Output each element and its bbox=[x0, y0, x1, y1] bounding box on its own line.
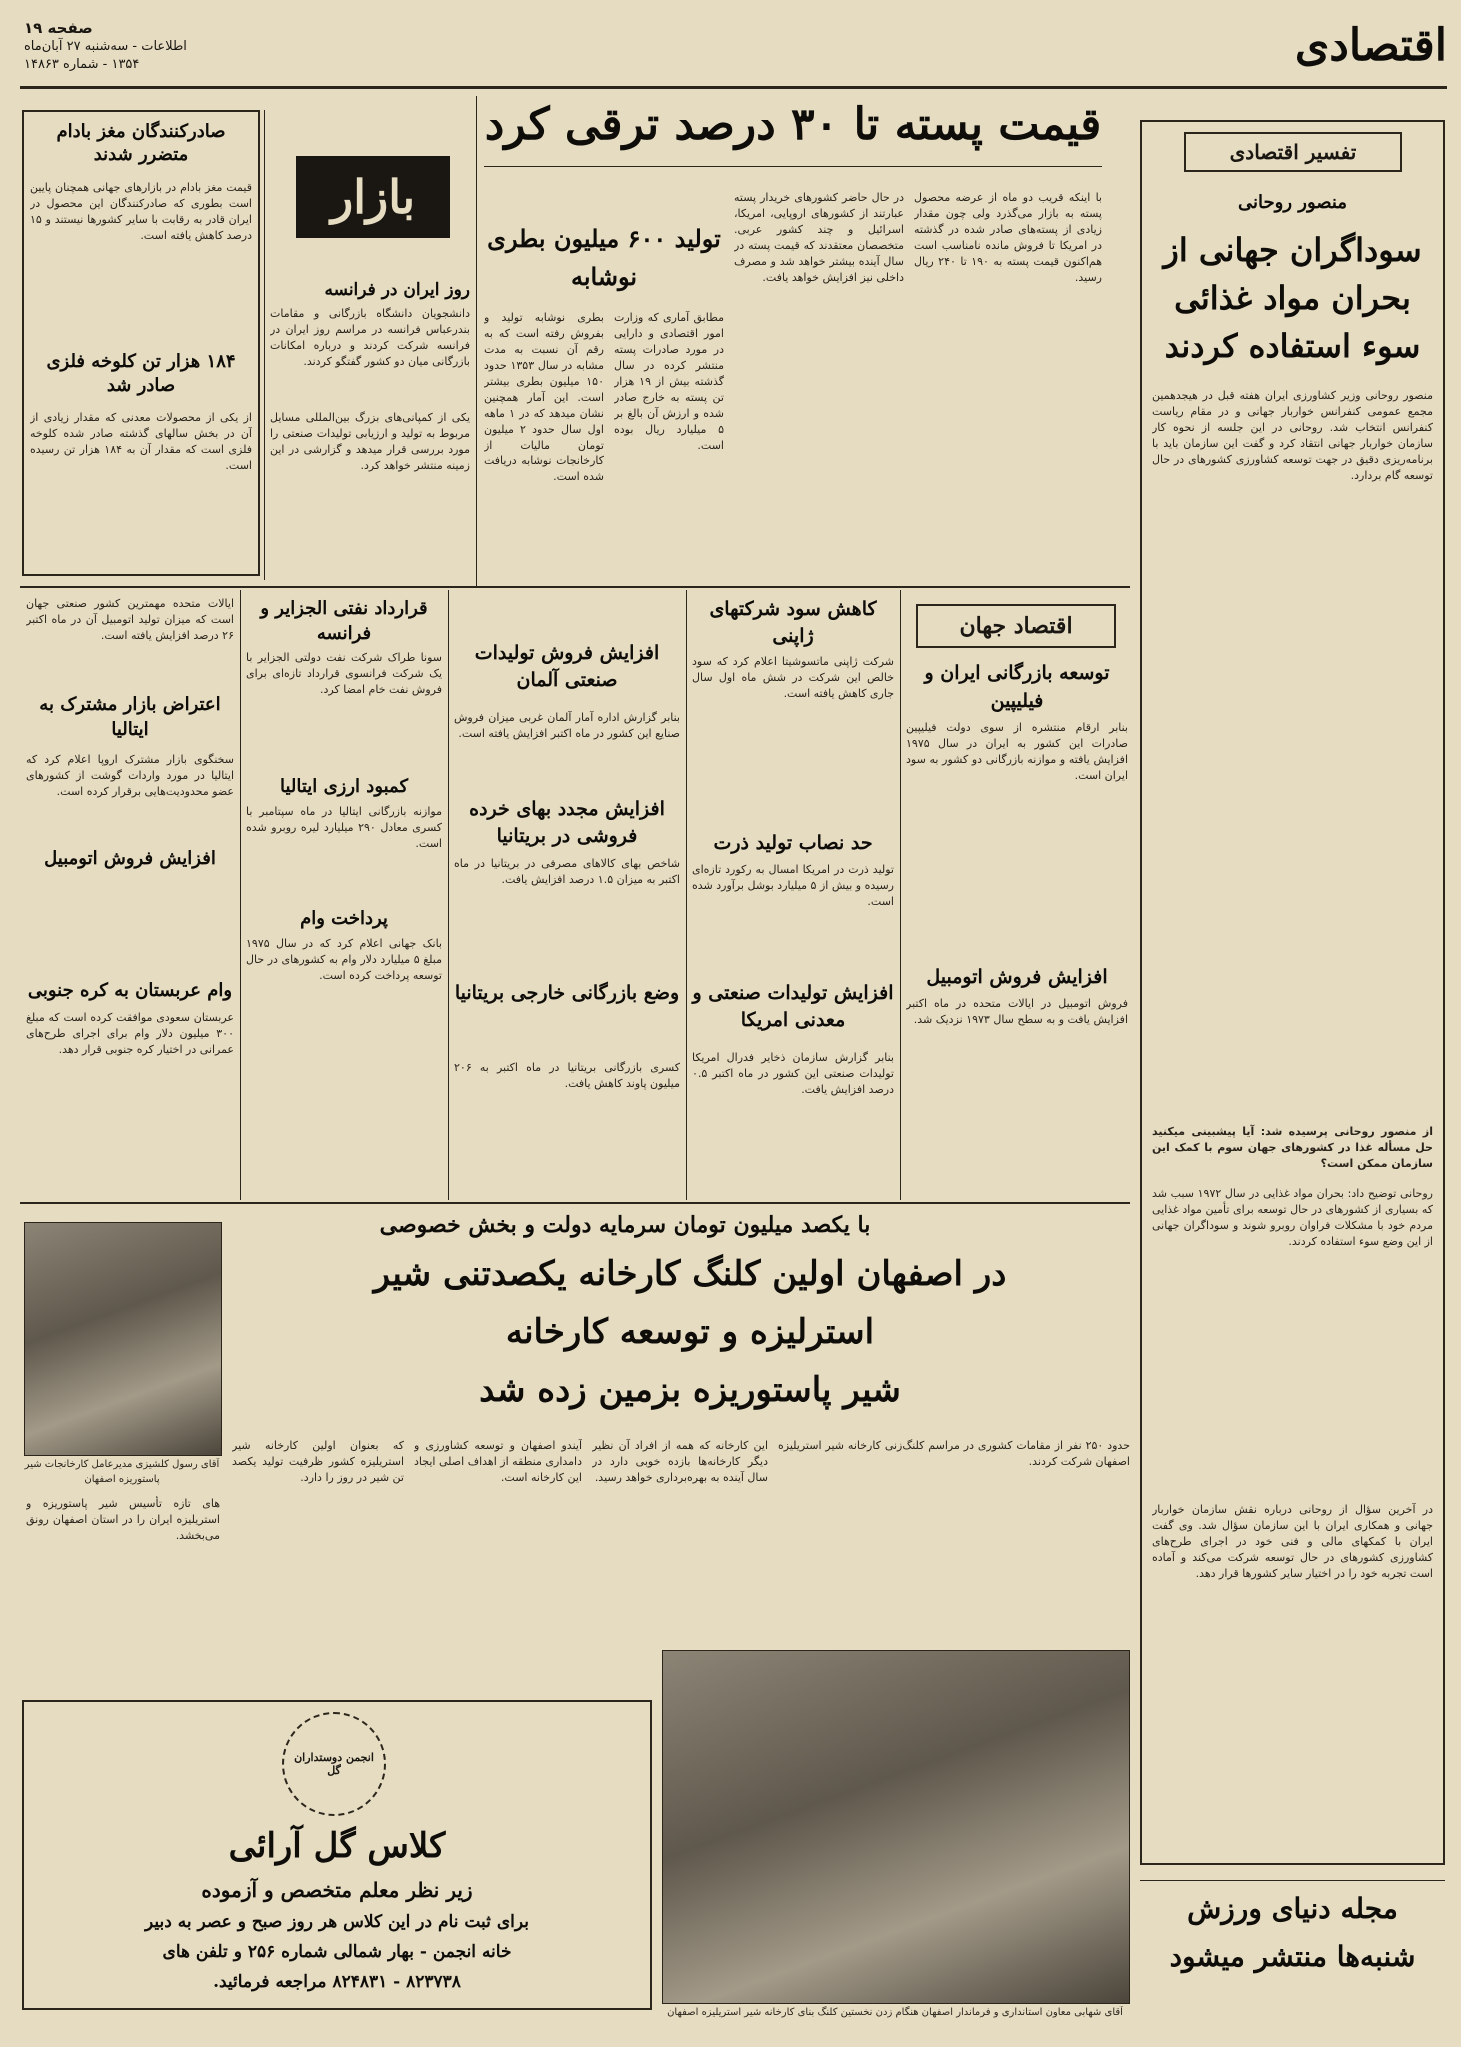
world-col3-body: بنابر گزارش اداره آمار آلمان غربی میزان فروش صنایع این کشور در ماه اکتبر افزایش یافته است. bbox=[454, 711, 680, 740]
sports-title: مجله دنیای ورزش bbox=[1187, 1892, 1398, 1925]
world-col5-title: توسعه بازرگانی ایران و فیلیپین bbox=[924, 662, 1110, 712]
factory-headline-2: استرلیزه و توسعه کارخانه bbox=[505, 1312, 875, 1352]
col-rule-2 bbox=[264, 110, 265, 580]
factory-headline-3: شیر پاستوریزه بزمین زده شد bbox=[479, 1370, 901, 1410]
bottles-headline: تولید ۶۰۰ میلیون بطری نوشابه bbox=[487, 224, 721, 292]
ceremony-caption: آقای شهابی معاون استانداری و فرماندار اصفهان هنگام زدن نخستین کلنگ بنای کارخانه شیر استریلیزه اصفهان bbox=[667, 2007, 1123, 2018]
world-bottom-rule bbox=[20, 1202, 1130, 1204]
factory-body-5: های تازه تأسیس شیر پاستوریزه و استریلیزه ایران را در استان اصفهان رونق می‌بخشد. bbox=[26, 1497, 220, 1542]
world-col5b-body: فروش اتومبیل در ایالات متحده در ماه اکتبر افزایش یافت و به سطح سال ۱۹۷۳ نزدیک شد. bbox=[906, 997, 1128, 1026]
pistachio-headline: قیمت پسته تا ۳۰ درصد ترقی کرد bbox=[484, 99, 1102, 150]
world-col4b-body: تولید ذرت در امریکا امسال به رکورد تازه‌ای رسیده و بیش از ۵ میلیارد بوشل برآورد شده است. bbox=[692, 863, 894, 908]
world-col4-body: شرکت ژاپنی ماتسوشیتا اعلام کرد که سود خالص این شرکت در شش ماه اول سال جاری کاهش یافته است. bbox=[692, 655, 894, 700]
world-col1-title: افزایش فروش اتومبیل bbox=[44, 848, 216, 869]
world-rule-d bbox=[900, 590, 901, 1200]
world-col2-body: سونا طراک شرکت نفت دولتی الجزایر با یک شرکت فرانسوی قرارداد تازه‌ای برای فروش نفت خام امضا کرد. bbox=[246, 651, 442, 696]
ore-title: ۱۸۴ هزار تن کلوخه فلزی صادر شد bbox=[46, 351, 236, 397]
world-col1b-title: اعتراض بازار مشترک به ایتالیا bbox=[39, 694, 221, 741]
almond-body: قیمت مغز بادام در بازارهای جهانی همچنان پایین است بطوری که صادرکنندگان این محصول در ایران قادر به رقابت با سایر کشورها نیستند و ۱۵ درصد کاهش یافته است. bbox=[30, 181, 252, 242]
world-col3c-title: وضع بازرگانی خارجی بریتانیا bbox=[454, 982, 680, 1004]
world-col4-title: کاهش سود شرکتهای ژاپنی bbox=[709, 598, 877, 647]
world-col1b-body: سخنگوی بازار مشترک اروپا اعلام کرد که ایتالیا در مورد واردات گوشت از کشورهای عضو محدودیت‌هایی برقرار کرده است. bbox=[26, 753, 234, 798]
world-economy-badge: اقتصاد جهان bbox=[916, 604, 1116, 648]
commentary-title: سوداگران جهانی از بحران مواد غذائی سوء استفاده کردند bbox=[1163, 231, 1422, 365]
commentary-question: از منصور روحانی پرسیده شد: آیا پیشبینی میکنید حل مسأله غذا در کشورهای جهان سوم با کمک این سازمان ممکن است؟ bbox=[1152, 1125, 1433, 1170]
sports-subtitle: شنبه‌ها منتشر میشود bbox=[1169, 1940, 1416, 1973]
world-rule-a bbox=[240, 590, 241, 1200]
world-col2c-title: پرداخت وام bbox=[300, 908, 388, 929]
world-col1c-title: وام عربستان به کره جنوبی bbox=[27, 980, 233, 1001]
date-line: اطلاعات - سه‌شنبه ۲۷ آبان‌ماه bbox=[24, 39, 187, 55]
world-rule-c bbox=[686, 590, 687, 1200]
world-col3b-body: شاخص بهای کالاهای مصرفی در بریتانیا در ماه اکتبر به میزان ۱.۵ درصد افزایش یافت. bbox=[454, 857, 680, 886]
portrait-photo bbox=[24, 1222, 222, 1456]
flower-ad-line2: خانه انجمن - بهار شمالی شماره ۲۵۶ و تلفن های bbox=[162, 1942, 512, 1962]
bottles-body: بطری نوشابه تولید و بفروش رفته است که به رقم آن نسبت به مدت مشابه در سال ۱۳۵۳ حدود ۱۵۰ میلیون بطری بیشتر است. این آمار همچنین نشان میدهد که در ۱ ماهه اول سال حدود ۲ میلیون تومان مالیات از کارخانجات نوشابه دریافت شده است. bbox=[484, 311, 604, 484]
commentary-body-2: روحانی توضیح داد: بحران مواد غذایی در سال ۱۹۷۲ سبب شد که بسیاری از کشورهای در حال توسعه برای تأمین مواد غذایی مردم خود با مشکلات فراوان روبرو شوند و سوداگران جهانی از این وضع سوء استفاده کردند. bbox=[1152, 1187, 1433, 1248]
flower-ad-title: کلاس گل آرائی bbox=[228, 1826, 446, 1866]
world-col1-auto-body bbox=[26, 876, 234, 976]
bazaar-banner: بازار bbox=[296, 156, 450, 238]
factory-body-3: آیندو اصفهان و توسعه کشاورزی و دامداری منطقه از اهداف اصلی ایجاد این کارخانه است. bbox=[414, 1439, 582, 1484]
world-col5-body: بنابر ارقام منتشره از سوی دولت فیلیپین صادرات این کشور به ایران در سال ۱۹۷۵ افزایش یافته و موازنه بازرگانی دو کشور به سود ایران است. bbox=[906, 721, 1128, 782]
world-rule-b bbox=[448, 590, 449, 1200]
commentary-body-1: منصور روحانی وزیر کشاورزی ایران هفته قبل در هیجدهمین مجمع عمومی کنفرانس خواربار جهانی و در مقام ریاست کنفرانس انتخاب شد. روحانی در این جلسه از نحوه کار سازمان خواربار جهانی انتقاد کرد و گفت این سازمان باید با برنامه‌ریزی دقیق در جهت توسعه کشاورزی کشورهای در حال توسعه گام بردارد. bbox=[1152, 389, 1433, 482]
flower-emblem bbox=[282, 1712, 386, 1816]
headline-rule bbox=[484, 166, 1102, 167]
world-col2b-body: موازنه بازرگانی ایتالیا در ماه سپتامبر با کسری معادل ۲۹۰ میلیارد لیره روبرو شده است. bbox=[246, 805, 442, 850]
col-rule-1 bbox=[476, 96, 477, 586]
bazaar-sub1-body: دانشجویان دانشگاه بازرگانی و مقامات بندرعباس‌ فرانسه در مراسم روز ایران در فرانسه شرکت کردند و درباره امکانات بازرگانی میان دو کشور گفتگو کردند. bbox=[270, 307, 470, 368]
world-col3c-body: کسری بازرگانی بریتانیا در ماه اکتبر به ۲۰۶ میلیون پاوند کاهش یافت. bbox=[454, 1061, 680, 1090]
world-col3-title: افزایش فروش تولیدات صنعتی آلمان bbox=[474, 642, 660, 691]
world-col2-title: قرارداد نفتی الجزایر و فرانسه bbox=[260, 598, 428, 645]
factory-body-4: که بعنوان اولین کارخانه شیر استریلیزه کشور ظرفیت تولید یکصد تن شیر در روز را دارد. bbox=[232, 1439, 404, 1484]
bazaar-sub2-body: یکی از کمپانی‌های بزرگ بین‌المللی مسایل مربوط به تولید و ارزیابی تولیدات صنعتی را مورد بررسی قرار میدهد و گزارشی در این زمینه منتشر خواهد کرد. bbox=[270, 411, 470, 472]
factory-body-1: حدود ۲۵۰ نفر از مقامات کشوری در مراسم کلنگ‌زنی کارخانه شیر استریلیزه اصفهان شرکت کردند. bbox=[778, 1439, 1130, 1468]
sports-rule bbox=[1140, 1880, 1445, 1881]
commentary-body-3: در آخرین سؤال از روحانی درباره نقش سازمان خواربار جهانی و همکاری ایران با این سازمان سؤال شد. وی گفت ایران با کمکهای مالی و فنی خود در اجرای طرح‌های کشاورزی کشورهای در حال توسعه شرکت می‌کند و آماده است تجربه خود را در اختیار سایر کشورها قرار دهد. bbox=[1152, 1503, 1433, 1580]
almond-title: صادرکنندگان مغز بادام متضرر شدند bbox=[56, 121, 226, 166]
ceremony-photo bbox=[662, 1650, 1130, 2004]
world-col2c-body: بانک جهانی اعلام کرد که در سال ۱۹۷۵ مبلغ ۵ میلیارد دلار وام به کشورهای در حال توسعه پرداخت کرده است. bbox=[246, 937, 442, 982]
world-col4c-title: افزایش تولیدات صنعتی و معدنی امریکا bbox=[692, 982, 894, 1031]
flower-emblem-text: انجمن دوستداران گل bbox=[294, 1751, 374, 1777]
issue-line: ۱۳۵۴ - شماره ۱۴۸۶۳ bbox=[24, 56, 140, 72]
world-top-rule bbox=[20, 586, 1130, 588]
section-title: اقتصادی bbox=[1294, 20, 1447, 71]
commentary-badge: تفسیر اقتصادی bbox=[1184, 132, 1402, 172]
pistachio-body-right: با اینکه قریب دو ماه از عرضه محصول پسته به بازار می‌گذرد ولی چون مقدار زیادی از پسته‌های صادر شده در گذشته در امریکا تا فروش مانده نامناسب است هم‌اکنون قیمت پسته به ۱۹۰ تا ۲۴۰ ریال رسید. bbox=[914, 191, 1102, 284]
world-col4c-body: بنابر گزارش سازمان ذخایر فدرال امریکا تولیدات صنعتی این کشور در ماه اکتبر ۰.۵ درصد افزایش یافت. bbox=[692, 1051, 894, 1096]
pistachio-body-mid: در حال حاضر کشورهای خریدار پسته عبارتند از کشورهای اروپایی، امریکا، اسرائیل و چند کشور عربی. متخصصان معتقدند که قیمت پسته در سال آینده بیشتر خواهد شد و مصرف داخلی نیز افزایش خواهد یافت. bbox=[734, 191, 904, 284]
page-info bbox=[24, 18, 224, 73]
world-col5b-title: افزایش فروش اتومبیل bbox=[926, 966, 1108, 988]
world-col3b-title: افزایش مجدد بهای خرده فروشی در بریتانیا bbox=[469, 798, 665, 847]
pistachio-body-left: مطابق آماری که وزارت امور اقتصادی و دارایی در مورد صادرات پسته منتشر کرده در سال گذشته بیش از ۱۹ هزار تن پسته به خارج صادر شده و ارزش آن بالغ بر ۵ میلیارد ریال بوده است. bbox=[614, 311, 724, 452]
ore-body: از یکی از محصولات معدنی که مقدار زیادی از آن در بخش سالهای گذشته صادر شده کلوخه فلزی است که مقدار آن به ۱۸۴ هزار تن رسیده است. bbox=[30, 411, 252, 472]
flower-ad-subtitle: زیر نظر معلم متخصص و آزموده bbox=[201, 1878, 473, 1902]
page-number: صفحه ۱۹ bbox=[24, 19, 93, 37]
world-col4b-title: حد نصاب تولید ذرت bbox=[713, 832, 873, 854]
world-col1-body: ایالات متحده مهمترین کشور صنعتی جهان است که میزان تولید اتومبیل آن در ماه اکتبر ۲۶ درصد افزایش یافته است. bbox=[26, 597, 234, 642]
bazaar-sub1-title: روز ایران در فرانسه bbox=[324, 280, 470, 300]
factory-body-2: این کارخانه که همه از افراد آن نظیر دیگر کارخانه‌ها بازده خوبی دارد در سال آینده به بهره‌برداری خواهد رسید. bbox=[592, 1439, 768, 1484]
world-col2b-title: کمبود ارزی ایتالیا bbox=[279, 776, 409, 797]
factory-headline-1: در اصفهان اولین کلنگ کارخانه یکصدتنی شیر bbox=[373, 1254, 1007, 1294]
flower-ad-line1: برای ثبت نام در این کلاس هر روز صبح و عصر به دبیر bbox=[145, 1912, 529, 1932]
masthead-rule bbox=[20, 86, 1447, 89]
factory-kicker: با یکصد میلیون تومان سرمایه دولت و بخش خصوصی bbox=[379, 1212, 871, 1238]
flower-ad-line3: ۸۲۳۷۳۸ - ۸۲۴۸۳۱ مراجعه فرمائید. bbox=[213, 1972, 461, 1992]
world-col1c-body: عربستان سعودی موافقت کرده است که مبلغ ۳۰۰ میلیون دلار وام برای اجرای طرح‌های عمرانی در اختیار کره جنوبی قرار دهد. bbox=[26, 1011, 234, 1056]
commentary-author: منصور روحانی bbox=[1238, 192, 1347, 213]
portrait-caption: آقای رسول کلشیزی مدیرعامل کارخانجات شیر پاستوریزه اصفهان bbox=[24, 1459, 220, 1485]
